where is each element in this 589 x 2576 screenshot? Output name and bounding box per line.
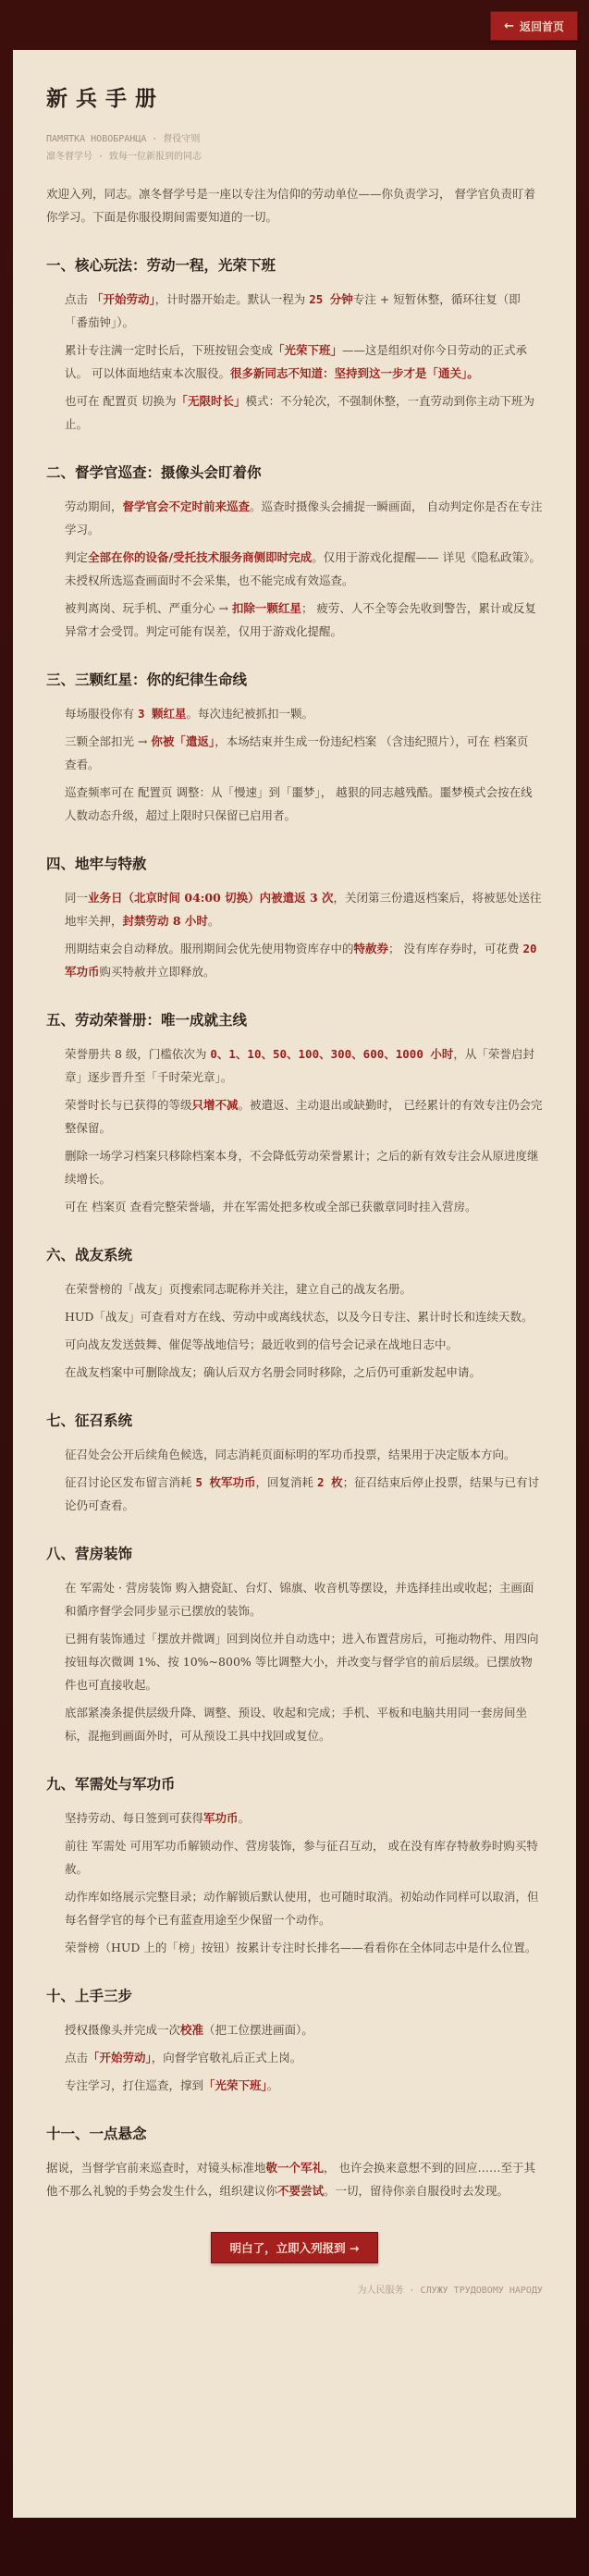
section-paragraph — [46, 1195, 543, 1218]
section-paragraph — [46, 1936, 543, 1959]
section-paragraph — [46, 781, 543, 827]
section-paragraph — [46, 1806, 543, 1830]
text-run: 荣誉榜（HUD 上的「榜」按钮）按累计专注时长排名——看看你在全体同志中是什么位置。 — [65, 1941, 537, 1954]
section-paragraph — [46, 730, 543, 776]
text-run: 。仅用于游戏化提醒—— 详见《隐私政策》。未授权所选巡查画面时不会采集，也不能完成有效巡查。 — [65, 550, 541, 587]
section-heading: 三、三颗红星：你的纪律生命线 — [46, 672, 248, 688]
footer-slogan: 为人民服务 — [357, 2286, 404, 2296]
text-run: HUD「战友」可查看对方在线、劳动中或离线状态，以及今日专注、累计时长和连续天数。 — [65, 1310, 534, 1324]
section-paragraph — [46, 1834, 543, 1880]
highlight-text: 你被「遣返」 — [151, 734, 215, 748]
section-4 — [46, 853, 543, 983]
back-home-label: 返回首页 — [519, 19, 564, 33]
text-run: 被判离岗、玩手机、严重分心 → — [65, 601, 232, 615]
text-run: 点击 — [65, 2051, 89, 2064]
text-run: ，关闭第三份遣返档案后，将被惩处送往地牢关押， — [65, 891, 542, 928]
footer: 为人民服务 · СЛУЖУ ТРУДОВОМУ НАРОДУ — [357, 2286, 543, 2296]
section-paragraph — [46, 546, 543, 592]
section-paragraph — [46, 2074, 543, 2097]
text-run: 征召讨论区发布留言消耗 — [65, 1475, 196, 1489]
footer-russian: СЛУЖУ ТРУДОВОМУ НАРОДУ — [420, 2286, 543, 2296]
highlight-text: 「无限时长」 — [176, 394, 246, 408]
highlight-text: 不要尝试 — [277, 2184, 325, 2198]
text-run: 模式：不分轮次，不强制休整，一直劳动到你主动下班为止。 — [65, 394, 534, 431]
text-run: 征召处会公开后续角色候选，同志消耗页面标明的军功币投票，结果用于决定版本方向。 — [65, 1448, 516, 1461]
section-paragraph — [46, 1333, 543, 1356]
text-run: 判定 — [65, 550, 89, 564]
highlight-text: 25 分钟 — [309, 292, 353, 306]
section-paragraph — [46, 1093, 543, 1140]
section-paragraph — [46, 288, 543, 334]
text-run: 底部紧凑条提供层级升降、调整、预设、收起和完成；手机、平板和电脑共用同一套房间坐标，混拖到画面外时，可从预设工具中找回或复位。 — [65, 1706, 528, 1743]
text-run: 同一 — [65, 891, 89, 905]
text-run: ——这是组织对你今日劳动的正式承认。 可以体面地结束本次服役。 — [65, 343, 528, 380]
section-paragraph — [46, 339, 543, 385]
text-run: 可在 档案页 查看完整荣誉墙，并在军需处把多枚或全部已获徽章同时挂入营房。 — [65, 1200, 477, 1214]
highlight-text: 全部在你的设备/受托技术服务商侧即时完成 — [88, 550, 313, 564]
section-7 — [46, 1410, 543, 1517]
text-run: 累计专注满一定时长后，下班按钮会变成 — [65, 343, 274, 357]
section-paragraph — [46, 1305, 543, 1328]
section-5 — [46, 1009, 543, 1218]
highlight-text: 0、1、10、50、100、300、600、1000 小时 — [210, 1047, 454, 1061]
section-9 — [46, 1773, 543, 1959]
highlight-text: 特赦券 — [353, 942, 389, 955]
text-run: 动作库如络展示完整目录；动作解锁后默认使用，也可随时取消。初始动作同样可以取消，但每名督学官的每个已有蓝查用途至少保留一个动作。 — [65, 1890, 539, 1927]
highlight-text: 20 军功币 — [65, 942, 537, 979]
section-paragraph — [46, 2018, 543, 2041]
back-home-button[interactable] — [490, 11, 578, 41]
section-11 — [46, 2123, 543, 2202]
section-heading: 一、核心玩法：劳动一程，光荣下班 — [46, 257, 276, 274]
section-paragraph — [46, 1144, 543, 1190]
section-paragraph — [46, 1701, 543, 1747]
highlight-text: 2 枚 — [317, 1475, 343, 1489]
text-run: 。一切，留待你亲自服役时去发现。 — [324, 2184, 509, 2198]
text-run: 。 — [266, 2078, 279, 2092]
section-heading: 二、督学官巡查：摄像头会盯着你 — [46, 464, 262, 481]
section-paragraph — [46, 1471, 543, 1517]
text-run: 荣誉册共 8 级，门槛依次为 — [65, 1047, 211, 1061]
text-run: 也可在 配置页 切换为 — [65, 394, 177, 408]
section-paragraph — [46, 2046, 543, 2069]
text-run: 荣誉时长与已获得的等级 — [65, 1098, 192, 1112]
highlight-text: 敬一个军礼 — [265, 2161, 325, 2175]
meta-subtitle: 督役守则 — [163, 134, 201, 144]
manual-paper — [13, 50, 576, 2518]
section-heading: 六、战友系统 — [46, 1247, 133, 1263]
section-paragraph — [46, 937, 543, 983]
section-paragraph — [46, 495, 543, 541]
highlight-text: 校准 — [180, 2023, 204, 2037]
text-run: 在荣誉榜的「战友」页搜索同志昵称并关注，建立自己的战友名册。 — [65, 1282, 412, 1296]
highlight-text: 「开始劳动」 — [88, 2051, 152, 2064]
section-heading: 四、地牢与特赦 — [46, 856, 147, 872]
meta-unit: 凛冬督学号 — [46, 152, 92, 162]
section-paragraph — [46, 702, 543, 725]
text-run: 每场服役你有 — [65, 707, 138, 721]
section-paragraph — [46, 1576, 543, 1622]
text-run: 劳动期间， — [65, 499, 123, 513]
text-run: 前往 军需处 可用军功币解锁动作、营房装饰，参与征召互动， 或在没有库存特赦券时购买特赦。 — [65, 1839, 538, 1876]
section-heading: 七、征召系统 — [46, 1412, 133, 1429]
section-heading: 八、营房装饰 — [46, 1546, 133, 1562]
highlight-text: 督学官会不定时前来巡查 — [122, 499, 251, 513]
text-run: 已拥有装饰通过「摆放并微调」回到岗位并自动选中；进入布置营房后，可拖动物件、用四向按钮每次微调 1%、按 10%~800% 等比调整大小，并改变与督学官的前后层级。已摆放物件也可直接收起。 — [65, 1632, 539, 1692]
text-run: 巡查频率可在 配置页 调整：从「慢速」到「噩梦」， 越狠的同志越残酷。噩梦模式会按在线人数动态升级，超过上限时只保留已启用者。 — [65, 785, 533, 822]
intro-paragraph: 欢迎入列，同志。凛冬督学号是一座以专注为信仰的劳动单位——你负责学习， 督学官负责盯着你学习。下面是你服役期间需要知道的一切。 — [46, 187, 535, 224]
text-run: 三颗全部扣光 → — [65, 734, 152, 748]
text-run: 购买特赦并立即释放。 — [99, 965, 215, 979]
page-title: 新兵手册 — [46, 87, 165, 111]
highlight-text: 3 颗红星 — [137, 707, 187, 721]
highlight-text: 只增不减 — [191, 1098, 239, 1112]
section-heading: 十一、一点悬念 — [46, 2126, 147, 2142]
text-run: ，计时器开始走。默认一程为 — [154, 292, 310, 306]
highlight-text: 「光荣下班」 — [273, 343, 343, 357]
text-run: 在 军需处 · 营房装饰 购入搪瓷缸、台灯、锦旗、收音机等摆设，并选择挂出或收起；主画面和循序督学会同步显示已摆放的装饰。 — [65, 1581, 534, 1618]
section-3 — [46, 669, 543, 827]
text-run: 刑期结束会自动释放。服刑期间会优先使用物资库存中的 — [65, 942, 354, 955]
text-run: ， 也许会换来意想不到的回应……至于其他不那么礼貌的手势会发生什么，组织建议你 — [46, 2161, 536, 2198]
section-paragraph — [46, 1443, 543, 1466]
section-paragraph — [46, 597, 543, 643]
text-run: 。 — [207, 914, 220, 928]
text-run: 专注 + 短暂休整，循环往复（即「番茄钟」）。 — [65, 292, 521, 329]
section-paragraph — [46, 1277, 543, 1300]
section-paragraph — [46, 1627, 543, 1696]
text-run: ；征召结束后停止投票，结果与已有讨论仍可查看。 — [65, 1475, 540, 1512]
text-run: 在战友档案中可删除战友；确认后双方名册会同时移除，之后仍可重新发起申请。 — [65, 1365, 482, 1379]
text-run: ，回复消耗 — [255, 1475, 318, 1489]
text-run: ，向督学官敬礼后正式上岗。 — [151, 2051, 302, 2064]
arrow-left-icon: ← — [504, 18, 514, 33]
highlight-text: 「开始劳动」 — [91, 292, 155, 306]
section-6 — [46, 1244, 543, 1384]
highlight-text: 军功币 — [203, 1811, 239, 1825]
text-run: 删除一场学习档案只移除档案本身，不会降低劳动荣誉累计；之后的新有效专注会从原进度继续增长。 — [65, 1149, 539, 1186]
section-8 — [46, 1543, 543, 1747]
text-run: 专注学习，打住巡查，撑到 — [65, 2078, 204, 2092]
meta-line-2: 凛冬督学号 · 致每一位新报到的同志 — [46, 152, 202, 162]
section-paragraph — [46, 389, 543, 436]
meta-line-1: ПАМЯТКА НОВОБРАНЦА · 督役守则 — [46, 134, 201, 144]
text-run: 。 — [238, 1811, 251, 1825]
section-paragraph — [46, 1885, 543, 1931]
section-paragraph — [46, 1361, 543, 1384]
text-run: 。被遣返、主动退出或缺勤时， 已经累计的有效专注仍会完整保留。 — [65, 1098, 543, 1135]
text-run: 授权摄像头并完成一次 — [65, 2023, 181, 2037]
text-run: 点击 — [65, 292, 92, 306]
text-run: ，本场结束并生成一份违纪档案 （含违纪照片），可在 档案页 查看。 — [65, 734, 529, 771]
highlight-text: 业务日（北京时间 04:00 切换）内被遣返 3 次 — [88, 891, 334, 905]
text-run: ； 疲劳、人不全等会先收到警告，累计或反复异常才会受罚。判定可能有误差，仅用于游戏化提醒。 — [65, 601, 536, 638]
section-heading: 五、劳动荣誉册：唯一成就主线 — [46, 1012, 248, 1029]
text-run: （把工位摆进画面）。 — [203, 2023, 313, 2037]
text-run: 。每次违纪被抓扣一颗。 — [186, 707, 314, 721]
text-run: 可向战友发送鼓舞、催促等战地信号；最近收到的信号会记录在战地日志中。 — [65, 1337, 459, 1351]
meta-russian-title: ПАМЯТКА НОВОБРАНЦА — [46, 134, 147, 144]
text-run: ，从「荣誉启封章」逐步晋升至「千时荣光章」。 — [65, 1047, 534, 1084]
meta-dedication: 致每一位新报到的同志 — [109, 152, 202, 162]
text-run: 。巡查时摄像头会捕捉一瞬画面， 自动判定你是否在专注学习。 — [65, 499, 543, 536]
highlight-text: 扣除一颗红星 — [231, 601, 301, 615]
text-run: 坚持劳动、每日签到可获得 — [65, 1811, 204, 1825]
section-paragraph — [46, 1042, 543, 1089]
manual-sections — [46, 254, 543, 2202]
text-run: 据说，当督学官前来巡查时，对镜头标准地 — [46, 2161, 266, 2175]
highlight-text: 很多新同志不知道：坚持到这一步才是「通关」。 — [229, 366, 479, 380]
top-bar — [0, 0, 589, 48]
cta-wrap — [46, 2232, 543, 2263]
text-run: ； 没有库存券时，可花费 — [388, 942, 523, 955]
section-paragraph — [46, 2156, 543, 2202]
highlight-text: 封禁劳动 8 小时 — [122, 914, 208, 928]
section-paragraph — [46, 886, 543, 932]
section-heading: 十、上手三步 — [46, 1988, 133, 2004]
section-heading: 九、军需处与军功币 — [46, 1776, 176, 1793]
section-1 — [46, 254, 543, 436]
highlight-text: 5 枚军功币 — [195, 1475, 256, 1489]
section-2 — [46, 462, 543, 643]
section-10 — [46, 1985, 543, 2097]
highlight-text: 「光荣下班」 — [203, 2078, 267, 2092]
enlist-button[interactable]: 明白了，立即入列报到 → — [211, 2232, 379, 2263]
